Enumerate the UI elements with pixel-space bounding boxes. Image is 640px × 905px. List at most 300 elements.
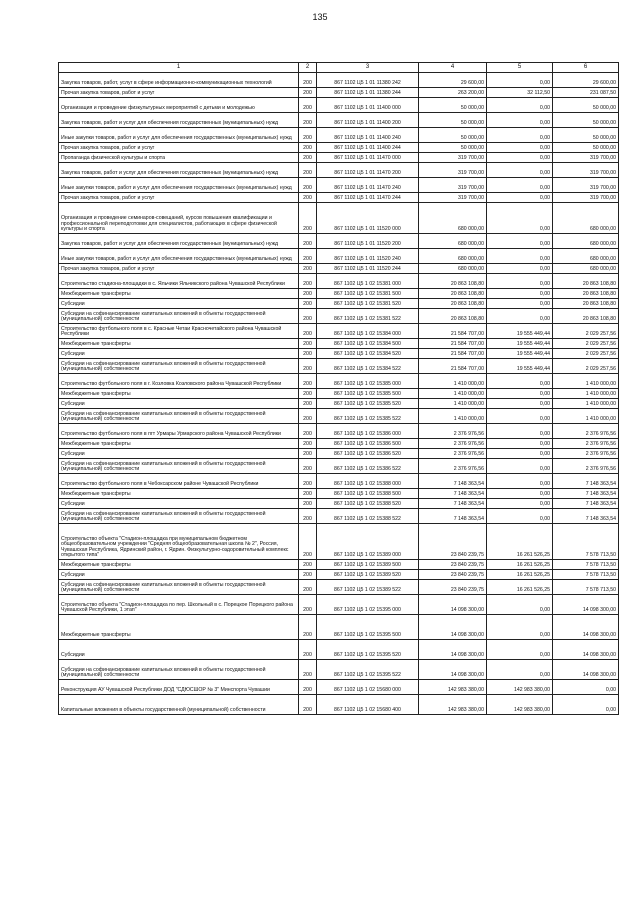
row-name: Межбюджетные трансферты bbox=[59, 389, 299, 399]
row-col4-value: 29 600,00 bbox=[419, 73, 487, 88]
row-name: Субсидии bbox=[59, 449, 299, 459]
row-col5-value: 0,00 bbox=[487, 389, 553, 399]
row-name: Прочая закупка товаров, работ и услуг bbox=[59, 88, 299, 98]
row-col6-value: 680 000,00 bbox=[553, 249, 619, 264]
row-col5-value: 0,00 bbox=[487, 203, 553, 234]
table-row bbox=[59, 560, 619, 570]
row-name: Субсидии на софинансирование капитальных вложений в объекты государственной (муниципальной) собственности bbox=[59, 580, 299, 595]
row-code: 200 bbox=[299, 73, 317, 88]
row-col6-value: 7 578 713,50 bbox=[553, 580, 619, 595]
row-col6-value: 2 376 976,56 bbox=[553, 459, 619, 474]
row-col4-value: 1 410 000,00 bbox=[419, 409, 487, 424]
row-kbk: 867 1102 Ц5 1 02 15680 400 bbox=[317, 695, 419, 715]
table-row bbox=[59, 299, 619, 309]
row-col4-value: 319 700,00 bbox=[419, 163, 487, 178]
row-col5-value: 0,00 bbox=[487, 499, 553, 509]
table-row bbox=[59, 409, 619, 424]
row-kbk: 867 1102 Ц5 1 02 15389 000 bbox=[317, 524, 419, 560]
row-col4-value: 680 000,00 bbox=[419, 203, 487, 234]
row-col6-value: 319 700,00 bbox=[553, 153, 619, 163]
row-col4-value: 14 098 300,00 bbox=[419, 660, 487, 680]
row-code: 200 bbox=[299, 409, 317, 424]
row-col4-value: 50 000,00 bbox=[419, 98, 487, 113]
row-kbk: 867 1102 Ц5 1 02 15386 520 bbox=[317, 449, 419, 459]
row-col4-value: 21 584 707,00 bbox=[419, 349, 487, 359]
table-row bbox=[59, 509, 619, 524]
row-col5-value: 0,00 bbox=[487, 399, 553, 409]
row-code: 200 bbox=[299, 349, 317, 359]
row-col6-value: 0,00 bbox=[553, 695, 619, 715]
row-col5-value: 0,00 bbox=[487, 128, 553, 143]
row-col4-value: 20 863 108,80 bbox=[419, 299, 487, 309]
row-col5-value: 16 261 526,25 bbox=[487, 580, 553, 595]
row-kbk: 867 1102 Ц5 1 02 15395 522 bbox=[317, 660, 419, 680]
table-row bbox=[59, 178, 619, 193]
row-code: 200 bbox=[299, 128, 317, 143]
row-name: Прочая закупка товаров, работ и услуг bbox=[59, 193, 299, 203]
row-col4-value: 2 376 976,56 bbox=[419, 449, 487, 459]
row-name: Межбюджетные трансферты bbox=[59, 439, 299, 449]
row-name: Закупка товаров, работ, услуг в сфере информационно-коммуникационных технологий bbox=[59, 73, 299, 88]
row-col6-value: 50 000,00 bbox=[553, 143, 619, 153]
row-name: Закупка товаров, работ и услуг для обеспечения государственных (муниципальных) нужд bbox=[59, 234, 299, 249]
row-kbk: 867 1102 Ц5 1 01 11400 000 bbox=[317, 98, 419, 113]
header-row bbox=[59, 63, 619, 73]
row-code: 200 bbox=[299, 203, 317, 234]
row-name: Субсидии на софинансирование капитальных вложений в объекты государственной (муниципальной) собственности bbox=[59, 509, 299, 524]
row-col6-value: 50 000,00 bbox=[553, 128, 619, 143]
row-col6-value: 1 410 000,00 bbox=[553, 389, 619, 399]
row-code: 200 bbox=[299, 374, 317, 389]
row-code: 200 bbox=[299, 695, 317, 715]
row-code: 200 bbox=[299, 449, 317, 459]
row-name: Организация и проведение семинаров-совещаний, курсов повышения квалификации и профессиональной переподготовки для специалистов, работающих в сфере физической культуры и спорта bbox=[59, 203, 299, 234]
row-kbk: 867 1102 Ц5 1 01 11380 242 bbox=[317, 73, 419, 88]
table-row bbox=[59, 474, 619, 489]
row-col4-value: 2 376 976,56 bbox=[419, 439, 487, 449]
row-name: Субсидии на софинансирование капитальных вложений в объекты государственной (муниципальной) собственности bbox=[59, 459, 299, 474]
row-col5-value: 0,00 bbox=[487, 424, 553, 439]
row-col4-value: 319 700,00 bbox=[419, 178, 487, 193]
row-col4-value: 21 584 707,00 bbox=[419, 359, 487, 374]
header-col-1: 1 bbox=[59, 63, 299, 73]
row-name: Иные закупки товаров, работ и услуг для обеспечения государственных (муниципальных) нужд bbox=[59, 178, 299, 193]
row-col5-value: 142 983 380,00 bbox=[487, 680, 553, 695]
row-name: Прочая закупка товаров, работ и услуг bbox=[59, 264, 299, 274]
row-code: 200 bbox=[299, 193, 317, 203]
row-col5-value: 0,00 bbox=[487, 98, 553, 113]
row-col6-value: 2 376 976,56 bbox=[553, 424, 619, 439]
row-col4-value: 50 000,00 bbox=[419, 113, 487, 128]
row-col4-value: 23 840 239,75 bbox=[419, 560, 487, 570]
row-code: 200 bbox=[299, 439, 317, 449]
row-col5-value: 0,00 bbox=[487, 274, 553, 289]
row-col6-value: 319 700,00 bbox=[553, 178, 619, 193]
row-col5-value: 16 261 526,25 bbox=[487, 560, 553, 570]
row-code: 200 bbox=[299, 570, 317, 580]
header-col-4: 4 bbox=[419, 63, 487, 73]
row-kbk: 867 1102 Ц5 1 02 15381 500 bbox=[317, 289, 419, 299]
table-row bbox=[59, 309, 619, 324]
row-kbk: 867 1102 Ц5 1 01 11400 244 bbox=[317, 143, 419, 153]
header-col-3: 3 bbox=[317, 63, 419, 73]
row-col4-value: 263 200,00 bbox=[419, 88, 487, 98]
row-col6-value: 14 098 300,00 bbox=[553, 640, 619, 660]
row-name: Субсидии bbox=[59, 499, 299, 509]
row-code: 200 bbox=[299, 98, 317, 113]
row-kbk: 867 1102 Ц5 1 01 11520 240 bbox=[317, 249, 419, 264]
row-code: 200 bbox=[299, 660, 317, 680]
row-col4-value: 14 098 300,00 bbox=[419, 595, 487, 615]
row-kbk: 867 1102 Ц5 1 02 15389 520 bbox=[317, 570, 419, 580]
row-col5-value: 0,00 bbox=[487, 193, 553, 203]
row-code: 200 bbox=[299, 474, 317, 489]
row-col5-value: 0,00 bbox=[487, 178, 553, 193]
row-col4-value: 319 700,00 bbox=[419, 193, 487, 203]
row-col4-value: 1 410 000,00 bbox=[419, 399, 487, 409]
row-kbk: 867 1102 Ц5 1 01 11470 244 bbox=[317, 193, 419, 203]
row-kbk: 867 1102 Ц5 1 02 15388 500 bbox=[317, 489, 419, 499]
row-col6-value: 680 000,00 bbox=[553, 264, 619, 274]
row-name: Строительство объекта "Стадион-площадка при муниципальном бюджетном общеобразовательном учреждении "Средняя общеобразовательная школа № 2", Россия, Чувашская Республика, Ядринский район, г. Ядрин. Физкультурно-оздоровительный комплекс открытого типа" bbox=[59, 524, 299, 560]
page-number: 135 bbox=[312, 12, 328, 22]
table-row bbox=[59, 439, 619, 449]
table-row bbox=[59, 349, 619, 359]
row-col5-value: 0,00 bbox=[487, 595, 553, 615]
table-row bbox=[59, 640, 619, 660]
row-col6-value: 20 863 108,80 bbox=[553, 309, 619, 324]
row-code: 200 bbox=[299, 459, 317, 474]
row-col5-value: 0,00 bbox=[487, 449, 553, 459]
row-col4-value: 23 840 239,75 bbox=[419, 570, 487, 580]
row-col6-value: 319 700,00 bbox=[553, 163, 619, 178]
row-col5-value: 19 555 449,44 bbox=[487, 359, 553, 374]
row-kbk: 867 1102 Ц5 1 02 15389 522 bbox=[317, 580, 419, 595]
row-kbk: 867 1102 Ц5 1 02 15384 522 bbox=[317, 359, 419, 374]
row-kbk: 867 1102 Ц5 1 02 15386 000 bbox=[317, 424, 419, 439]
row-code: 200 bbox=[299, 113, 317, 128]
row-kbk: 867 1102 Ц5 1 02 15385 520 bbox=[317, 399, 419, 409]
row-kbk: 867 1102 Ц5 1 01 11520 200 bbox=[317, 234, 419, 249]
row-kbk: 867 1102 Ц5 1 02 15384 520 bbox=[317, 349, 419, 359]
row-name: Субсидии bbox=[59, 299, 299, 309]
row-kbk: 867 1102 Ц5 1 02 15386 500 bbox=[317, 439, 419, 449]
row-col6-value: 1 410 000,00 bbox=[553, 399, 619, 409]
row-col6-value: 1 410 000,00 bbox=[553, 409, 619, 424]
table-row bbox=[59, 274, 619, 289]
row-code: 200 bbox=[299, 489, 317, 499]
budget-table bbox=[58, 62, 619, 715]
row-col4-value: 7 148 363,54 bbox=[419, 509, 487, 524]
table-row bbox=[59, 249, 619, 264]
row-col4-value: 7 148 363,54 bbox=[419, 499, 487, 509]
row-col6-value: 14 098 300,00 bbox=[553, 595, 619, 615]
row-code: 200 bbox=[299, 580, 317, 595]
row-code: 200 bbox=[299, 640, 317, 660]
row-name: Межбюджетные трансферты bbox=[59, 560, 299, 570]
table-row bbox=[59, 193, 619, 203]
table-row bbox=[59, 424, 619, 439]
row-kbk: 867 1102 Ц5 1 02 15384 000 bbox=[317, 324, 419, 339]
row-col6-value: 7 148 363,54 bbox=[553, 509, 619, 524]
row-col5-value: 0,00 bbox=[487, 409, 553, 424]
row-code: 200 bbox=[299, 615, 317, 640]
table-row bbox=[59, 695, 619, 715]
row-col5-value: 0,00 bbox=[487, 615, 553, 640]
row-col5-value: 16 261 526,25 bbox=[487, 570, 553, 580]
row-code: 200 bbox=[299, 299, 317, 309]
table-row bbox=[59, 234, 619, 249]
row-col6-value: 319 700,00 bbox=[553, 193, 619, 203]
row-col6-value: 0,00 bbox=[553, 680, 619, 695]
table-row bbox=[59, 359, 619, 374]
row-name: Межбюджетные трансферты bbox=[59, 615, 299, 640]
row-col4-value: 20 863 108,80 bbox=[419, 274, 487, 289]
row-col5-value: 19 555 449,44 bbox=[487, 339, 553, 349]
table-row bbox=[59, 88, 619, 98]
row-kbk: 867 1102 Ц5 1 02 15385 000 bbox=[317, 374, 419, 389]
row-col5-value: 0,00 bbox=[487, 299, 553, 309]
row-name: Закупка товаров, работ и услуг для обеспечения государственных (муниципальных) нужд bbox=[59, 163, 299, 178]
row-col6-value: 50 000,00 bbox=[553, 98, 619, 113]
row-code: 200 bbox=[299, 143, 317, 153]
row-kbk: 867 1102 Ц5 1 02 15395 000 bbox=[317, 595, 419, 615]
row-code: 200 bbox=[299, 234, 317, 249]
row-col6-value: 20 863 108,80 bbox=[553, 299, 619, 309]
row-col6-value: 20 863 108,80 bbox=[553, 289, 619, 299]
row-col4-value: 2 376 976,56 bbox=[419, 459, 487, 474]
row-kbk: 867 1102 Ц5 1 01 11470 000 bbox=[317, 153, 419, 163]
row-col4-value: 14 098 300,00 bbox=[419, 615, 487, 640]
row-col4-value: 14 098 300,00 bbox=[419, 640, 487, 660]
row-code: 200 bbox=[299, 499, 317, 509]
row-col5-value: 16 261 526,25 bbox=[487, 524, 553, 560]
row-name: Строительство футбольного поля в Чебоксарском районе Чувашской Республики bbox=[59, 474, 299, 489]
row-col4-value: 20 863 108,80 bbox=[419, 309, 487, 324]
row-col4-value: 20 863 108,80 bbox=[419, 289, 487, 299]
row-col6-value: 2 029 257,56 bbox=[553, 339, 619, 349]
row-col4-value: 680 000,00 bbox=[419, 234, 487, 249]
row-col5-value: 19 555 449,44 bbox=[487, 349, 553, 359]
row-col6-value: 20 863 108,80 bbox=[553, 274, 619, 289]
row-name: Субсидии bbox=[59, 640, 299, 660]
row-name: Строительство футбольного поля в г. Козловка Козловского района Чувашской Республики bbox=[59, 374, 299, 389]
row-kbk: 867 1102 Ц5 1 02 15385 522 bbox=[317, 409, 419, 424]
row-col6-value: 231 087,50 bbox=[553, 88, 619, 98]
row-col4-value: 1 410 000,00 bbox=[419, 374, 487, 389]
row-col5-value: 0,00 bbox=[487, 489, 553, 499]
table-row bbox=[59, 143, 619, 153]
row-col4-value: 50 000,00 bbox=[419, 128, 487, 143]
table-row bbox=[59, 489, 619, 499]
table-row bbox=[59, 570, 619, 580]
row-name: Субсидии bbox=[59, 399, 299, 409]
row-col5-value: 0,00 bbox=[487, 113, 553, 128]
row-code: 200 bbox=[299, 264, 317, 274]
row-code: 200 bbox=[299, 359, 317, 374]
row-name: Строительство объекта "Стадион-площадка по пер. Школьный в с. Порецкое Порецкого района Чувашской Республики, 1 этап" bbox=[59, 595, 299, 615]
row-kbk: 867 1102 Ц5 1 02 15680 000 bbox=[317, 680, 419, 695]
row-col6-value: 7 578 713,50 bbox=[553, 570, 619, 580]
row-kbk: 867 1102 Ц5 1 02 15395 500 bbox=[317, 615, 419, 640]
table-row bbox=[59, 113, 619, 128]
row-col6-value: 7 148 363,54 bbox=[553, 499, 619, 509]
row-col4-value: 319 700,00 bbox=[419, 153, 487, 163]
row-kbk: 867 1102 Ц5 1 01 11380 244 bbox=[317, 88, 419, 98]
row-kbk: 867 1102 Ц5 1 01 11520 244 bbox=[317, 264, 419, 274]
row-kbk: 867 1102 Ц5 1 02 15381 522 bbox=[317, 309, 419, 324]
row-code: 200 bbox=[299, 153, 317, 163]
row-kbk: 867 1102 Ц5 1 02 15389 500 bbox=[317, 560, 419, 570]
row-col6-value: 29 600,00 bbox=[553, 73, 619, 88]
row-col4-value: 23 840 239,75 bbox=[419, 524, 487, 560]
row-col4-value: 7 148 363,54 bbox=[419, 489, 487, 499]
row-col5-value: 32 112,50 bbox=[487, 88, 553, 98]
row-code: 200 bbox=[299, 178, 317, 193]
row-code: 200 bbox=[299, 680, 317, 695]
row-kbk: 867 1102 Ц5 1 02 15388 520 bbox=[317, 499, 419, 509]
row-kbk: 867 1102 Ц5 1 02 15384 500 bbox=[317, 339, 419, 349]
row-kbk: 867 1102 Ц5 1 01 11400 200 bbox=[317, 113, 419, 128]
row-name: Субсидии на софинансирование капитальных вложений в объекты государственной (муниципальной) собственности bbox=[59, 309, 299, 324]
row-code: 200 bbox=[299, 324, 317, 339]
table-row bbox=[59, 580, 619, 595]
row-name: Межбюджетные трансферты bbox=[59, 489, 299, 499]
header-col-6: 6 bbox=[553, 63, 619, 73]
row-col6-value: 1 410 000,00 bbox=[553, 374, 619, 389]
row-col5-value: 0,00 bbox=[487, 73, 553, 88]
table-row bbox=[59, 524, 619, 560]
row-col6-value: 14 098 300,00 bbox=[553, 660, 619, 680]
row-col6-value: 7 578 713,50 bbox=[553, 560, 619, 570]
row-col5-value: 0,00 bbox=[487, 509, 553, 524]
row-code: 200 bbox=[299, 509, 317, 524]
table-row bbox=[59, 203, 619, 234]
table-row bbox=[59, 153, 619, 163]
row-code: 200 bbox=[299, 289, 317, 299]
table-row bbox=[59, 264, 619, 274]
row-code: 200 bbox=[299, 524, 317, 560]
row-col6-value: 7 148 363,54 bbox=[553, 474, 619, 489]
row-col5-value: 0,00 bbox=[487, 153, 553, 163]
row-col6-value: 2 376 976,56 bbox=[553, 449, 619, 459]
row-code: 200 bbox=[299, 309, 317, 324]
table-row bbox=[59, 73, 619, 88]
table-row bbox=[59, 459, 619, 474]
row-col5-value: 0,00 bbox=[487, 474, 553, 489]
row-kbk: 867 1102 Ц5 1 01 11470 200 bbox=[317, 163, 419, 178]
row-name: Строительство футбольного поля в пгт Урмары Урмарского района Чувашской Республики bbox=[59, 424, 299, 439]
row-col5-value: 0,00 bbox=[487, 143, 553, 153]
header-col-5: 5 bbox=[487, 63, 553, 73]
row-name: Капитальные вложения в объекты государственной (муниципальной) собственности bbox=[59, 695, 299, 715]
row-col4-value: 21 584 707,00 bbox=[419, 324, 487, 339]
table-row bbox=[59, 128, 619, 143]
row-code: 200 bbox=[299, 560, 317, 570]
row-kbk: 867 1102 Ц5 1 02 15395 520 bbox=[317, 640, 419, 660]
row-col4-value: 23 840 239,75 bbox=[419, 580, 487, 595]
row-col6-value: 2 029 257,56 bbox=[553, 359, 619, 374]
row-col5-value: 0,00 bbox=[487, 289, 553, 299]
row-name: Субсидии на софинансирование капитальных вложений в объекты государственной (муниципальной) собственности bbox=[59, 660, 299, 680]
row-name: Субсидии bbox=[59, 349, 299, 359]
row-code: 200 bbox=[299, 88, 317, 98]
row-col5-value: 0,00 bbox=[487, 374, 553, 389]
row-kbk: 867 1102 Ц5 1 01 11470 240 bbox=[317, 178, 419, 193]
table-row bbox=[59, 660, 619, 680]
row-name: Организация и проведение физкультурных мероприятий с детьми и молодежью bbox=[59, 98, 299, 113]
row-col5-value: 0,00 bbox=[487, 439, 553, 449]
row-col6-value: 680 000,00 bbox=[553, 203, 619, 234]
row-col5-value: 0,00 bbox=[487, 249, 553, 264]
row-name: Прочая закупка товаров, работ и услуг bbox=[59, 143, 299, 153]
row-col4-value: 142 983 380,00 bbox=[419, 695, 487, 715]
table-row bbox=[59, 449, 619, 459]
row-col4-value: 142 983 380,00 bbox=[419, 680, 487, 695]
row-col5-value: 0,00 bbox=[487, 234, 553, 249]
row-col4-value: 21 584 707,00 bbox=[419, 339, 487, 349]
row-col5-value: 0,00 bbox=[487, 163, 553, 178]
row-col5-value: 19 555 449,44 bbox=[487, 324, 553, 339]
table-row bbox=[59, 389, 619, 399]
row-kbk: 867 1102 Ц5 1 02 15386 522 bbox=[317, 459, 419, 474]
row-name: Субсидии bbox=[59, 570, 299, 580]
row-name: Закупка товаров, работ и услуг для обеспечения государственных (муниципальных) нужд bbox=[59, 113, 299, 128]
row-col4-value: 2 376 976,56 bbox=[419, 424, 487, 439]
row-code: 200 bbox=[299, 339, 317, 349]
row-col6-value: 50 000,00 bbox=[553, 113, 619, 128]
row-name: Пропаганда физической культуры и спорта bbox=[59, 153, 299, 163]
table-row bbox=[59, 595, 619, 615]
row-name: Иные закупки товаров, работ и услуг для обеспечения государственных (муниципальных) нужд bbox=[59, 128, 299, 143]
row-name: Межбюджетные трансферты bbox=[59, 339, 299, 349]
row-name: Реконструкция АУ Чувашской Республики ДОД "СДЮСШОР № 3" Минспорта Чувашии bbox=[59, 680, 299, 695]
table-row bbox=[59, 289, 619, 299]
row-col4-value: 680 000,00 bbox=[419, 249, 487, 264]
row-col6-value: 7 578 713,50 bbox=[553, 524, 619, 560]
row-code: 200 bbox=[299, 399, 317, 409]
row-col6-value: 2 376 976,56 bbox=[553, 439, 619, 449]
row-col5-value: 0,00 bbox=[487, 660, 553, 680]
table-row bbox=[59, 615, 619, 640]
row-name: Строительство футбольного поля в с. Красные Четаи Красночетайского района Чувашской Республики bbox=[59, 324, 299, 339]
row-col6-value: 14 098 300,00 bbox=[553, 615, 619, 640]
row-col6-value: 680 000,00 bbox=[553, 234, 619, 249]
row-col4-value: 50 000,00 bbox=[419, 143, 487, 153]
row-kbk: 867 1102 Ц5 1 01 11400 240 bbox=[317, 128, 419, 143]
row-col5-value: 0,00 bbox=[487, 640, 553, 660]
row-code: 200 bbox=[299, 274, 317, 289]
row-col5-value: 142 983 380,00 bbox=[487, 695, 553, 715]
row-kbk: 867 1102 Ц5 1 02 15388 000 bbox=[317, 474, 419, 489]
row-code: 200 bbox=[299, 163, 317, 178]
row-code: 200 bbox=[299, 595, 317, 615]
row-code: 200 bbox=[299, 424, 317, 439]
row-kbk: 867 1102 Ц5 1 02 15381 000 bbox=[317, 274, 419, 289]
row-code: 200 bbox=[299, 389, 317, 399]
row-col4-value: 680 000,00 bbox=[419, 264, 487, 274]
table-row bbox=[59, 163, 619, 178]
row-col5-value: 0,00 bbox=[487, 309, 553, 324]
row-name: Иные закупки товаров, работ и услуг для обеспечения государственных (муниципальных) нужд bbox=[59, 249, 299, 264]
row-kbk: 867 1102 Ц5 1 02 15385 500 bbox=[317, 389, 419, 399]
row-col4-value: 7 148 363,54 bbox=[419, 474, 487, 489]
row-col6-value: 2 029 257,56 bbox=[553, 349, 619, 359]
row-col6-value: 7 148 363,54 bbox=[553, 489, 619, 499]
table-row bbox=[59, 339, 619, 349]
row-col6-value: 2 029 257,56 bbox=[553, 324, 619, 339]
row-name: Строительство стадиона-площадки в с. Яльчики Яльчикского района Чувашской Республики bbox=[59, 274, 299, 289]
